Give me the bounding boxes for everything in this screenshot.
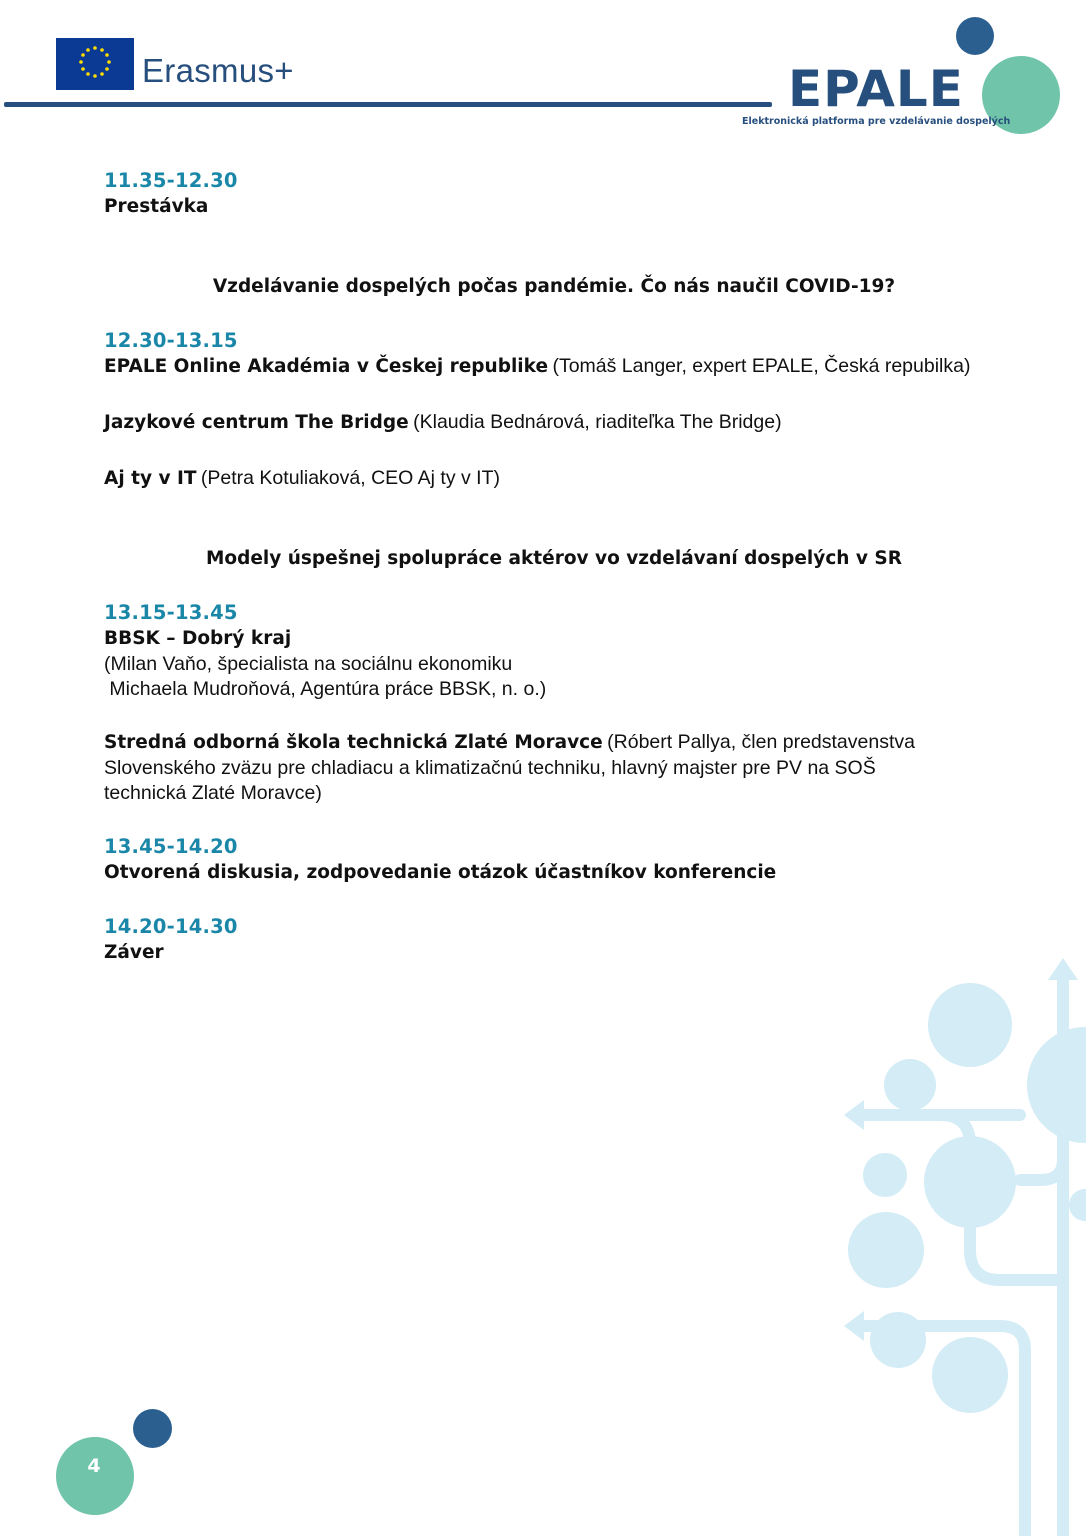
epale-logo-dot-small [956,17,994,55]
agenda-item-title: Aj ty v IT [104,468,197,489]
agenda-content [104,168,1004,966]
agenda-time: 11.35-12.30 [104,169,238,192]
agenda-title: Prestávka [104,196,209,217]
agenda-title: Otvorená diskusia, zodpovedanie otázok účastníkov konferencie [104,862,777,883]
agenda-item [104,410,1004,436]
page-number-badge [56,1437,134,1515]
agenda-item-detail: Michaela Mudroňová, Agentúra práce BBSK, n. o.) [104,678,547,700]
agenda-item-title: Stredná odborná škola technická Zlaté Moravce [104,732,603,753]
agenda-item-detail: (Milan Vaňo, špecialista na sociálnu ekonomiku [104,653,513,675]
header-divider [4,102,772,107]
agenda-item-title: BBSK – Dobrý kraj [104,628,292,649]
agenda-time: 14.20-14.30 [104,915,238,938]
agenda-item-detail: technická Zlaté Moravce) [104,782,322,804]
agenda-item [104,730,1004,756]
section-heading: Vzdelávanie dospelých počas pandémie. Čo nás naučil COVID-19? [212,276,896,297]
page-number: 4 [87,1455,101,1477]
agenda-item [104,354,1004,380]
agenda-item-title: Jazykové centrum The Bridge [104,412,409,433]
agenda-item-title: EPALE Online Akadémia v Českej republike [104,356,548,377]
agenda-item-detail: (Klaudia Bednárová, riaditeľka The Bridge) [413,411,782,433]
agenda-time: 12.30-13.15 [104,329,238,352]
erasmus-logo-text: Erasmus+ [142,52,294,89]
agenda-time: 13.45-14.20 [104,835,238,858]
footer-dot-small [133,1409,172,1448]
eu-flag-icon [56,38,134,90]
tree-decoration [820,950,1086,1536]
section-heading: Modely úspešnej spolupráce aktérov vo vzdelávaní dospelých v SR [206,548,902,569]
agenda-item-detail: (Petra Kotuliaková, CEO Aj ty v IT) [200,467,501,489]
agenda-title: Záver [104,942,164,963]
agenda-item-detail: (Róbert Pallya, člen predstavenstva [607,731,915,753]
agenda-time: 13.15-13.45 [104,601,238,624]
agenda-item-detail: Slovenského zväzu pre chladiacu a klimatizačnú techniku, hlavný majster pre PV na SOŠ [104,757,876,779]
epale-logo-subtitle: Elektronická platforma pre vzdelávanie dospelých [742,116,1011,127]
agenda-item [104,466,1004,492]
epale-logo-title: EPALE [788,60,964,118]
agenda-item-detail: (Tomáš Langer, expert EPALE, Česká repubilka) [552,355,971,377]
